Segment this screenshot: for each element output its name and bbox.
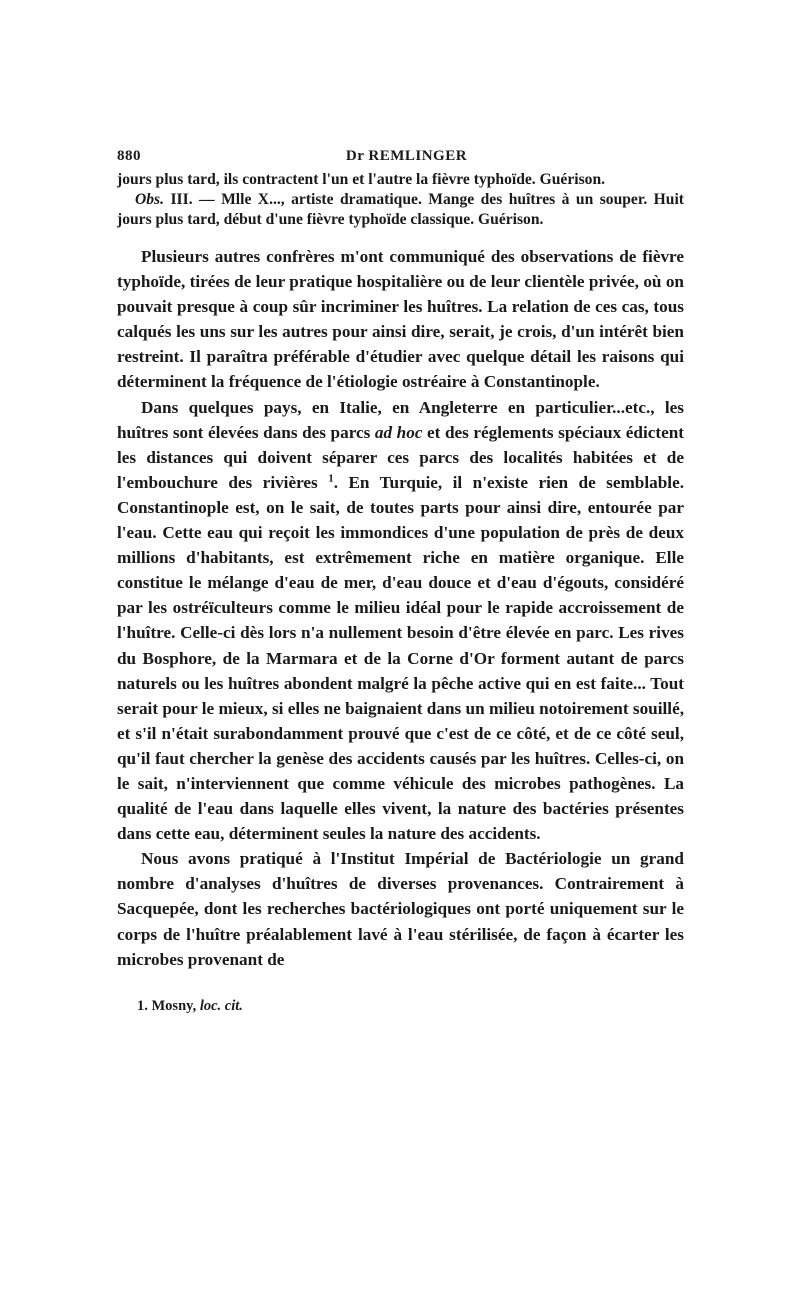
footnote-reference[interactable]: 1: [328, 472, 334, 485]
paragraph-3: Nous avons pratiqué à l'Institut Impérial de Bactériologie un grand nombre d'analyses d'huîtres de diverses provenances. Contrairement à Sacquepée, dont les recherches bactériologiques ont porté uniquement sur le corps de l'huître préalablement lavé à l'eau stérilisée, de façon à écarter les microbes provenant de: [117, 849, 684, 969]
paragraph-2-part-a: Dans quelques pays, en Italie, en Angleterre en particulier...etc., les huîtres sont élevées dans des parcs: [117, 397, 684, 442]
paragraph-2: [117, 395, 684, 847]
page-number: 880: [117, 148, 141, 164]
running-head: [117, 146, 684, 170]
body-text: [117, 244, 684, 972]
obs-3-text: III. — Mlle X..., artiste dramatique. Mange des huîtres à un souper. Huit jours plus tard, début d'une fièvre typhoïde classique. Guérison.: [117, 191, 684, 228]
footnote-author: Mosny,: [151, 997, 197, 1014]
document-page: [117, 146, 684, 1015]
paragraph-2-italic: ad hoc: [374, 422, 423, 442]
footnote: [117, 998, 684, 1015]
author-heading: Dr REMLINGER: [345, 148, 468, 164]
footnote-number: 1.: [137, 997, 148, 1014]
obs-label: Obs.: [135, 191, 165, 208]
paragraph-2-part-b: et des réglements spéciaux édictent les distances qui doivent séparer ces parcs des localités habitées et de l'embouchure des rivières: [117, 422, 685, 492]
observations-block: [117, 170, 684, 230]
observation-continuation: jours plus tard, ils contractent l'un et l'autre la fièvre typhoïde. Guérison.: [117, 171, 606, 188]
footnote-citation: loc. cit.: [199, 997, 243, 1014]
observation-3: [117, 190, 684, 230]
paragraph-1: Plusieurs autres confrères m'ont communiqué des observations de fièvre typhoïde, tirées de leur pratique hospitalière ou de leur clientèle privée, où on pouvait presque à coup sûr incriminer les huîtres. La relation de ces cas, tous calqués les uns sur les autres pour ainsi dire, serait, je crois, d'un intérêt bien restreint. Il paraîtra préférable d'étudier avec quelque détail les raisons qui déterminent la fréquence de l'étiologie ostréaire à Constantinople.: [117, 247, 684, 392]
paragraph-2-part-c: . En Turquie, il n'existe rien de semblable. Constantinople est, on le sait, de toutes parts pour ainsi dire, entourée par l'eau. Cette eau qui reçoit les immondices d'une population de près de deux millions d'habitants, est extrêmement riche en matière organique. Elle constitue le mélange d'eau de mer, d'eau douce et d'eau d'égouts, considéré par les ostréïculteurs comme le milieu idéal pour le rapide accroissement de l'huître. Celle-ci dès lors n'a nullement besoin d'être élevée en parc. Les rives du Bosphore, de la Marmara et de la Corne d'Or forment autant de parcs naturels ou les huîtres abondent malgré la pêche active qui en est faite... Tout serait pour le mieux, si elles ne baignaient dans un milieu notoirement souillé, et s'il n'était surabondamment prouvé que c'est de ce côté, et de ce côté seul, qu'il faut chercher la genèse des accidents causés par les huîtres. Celles-ci, on le sait, n'interviennent que comme véhicule des microbes pathogènes. La qualité de l'eau dans laquelle elles vivent, la nature des bactéries présentes dans cette eau, déterminent seules la nature des accidents.: [117, 472, 684, 844]
